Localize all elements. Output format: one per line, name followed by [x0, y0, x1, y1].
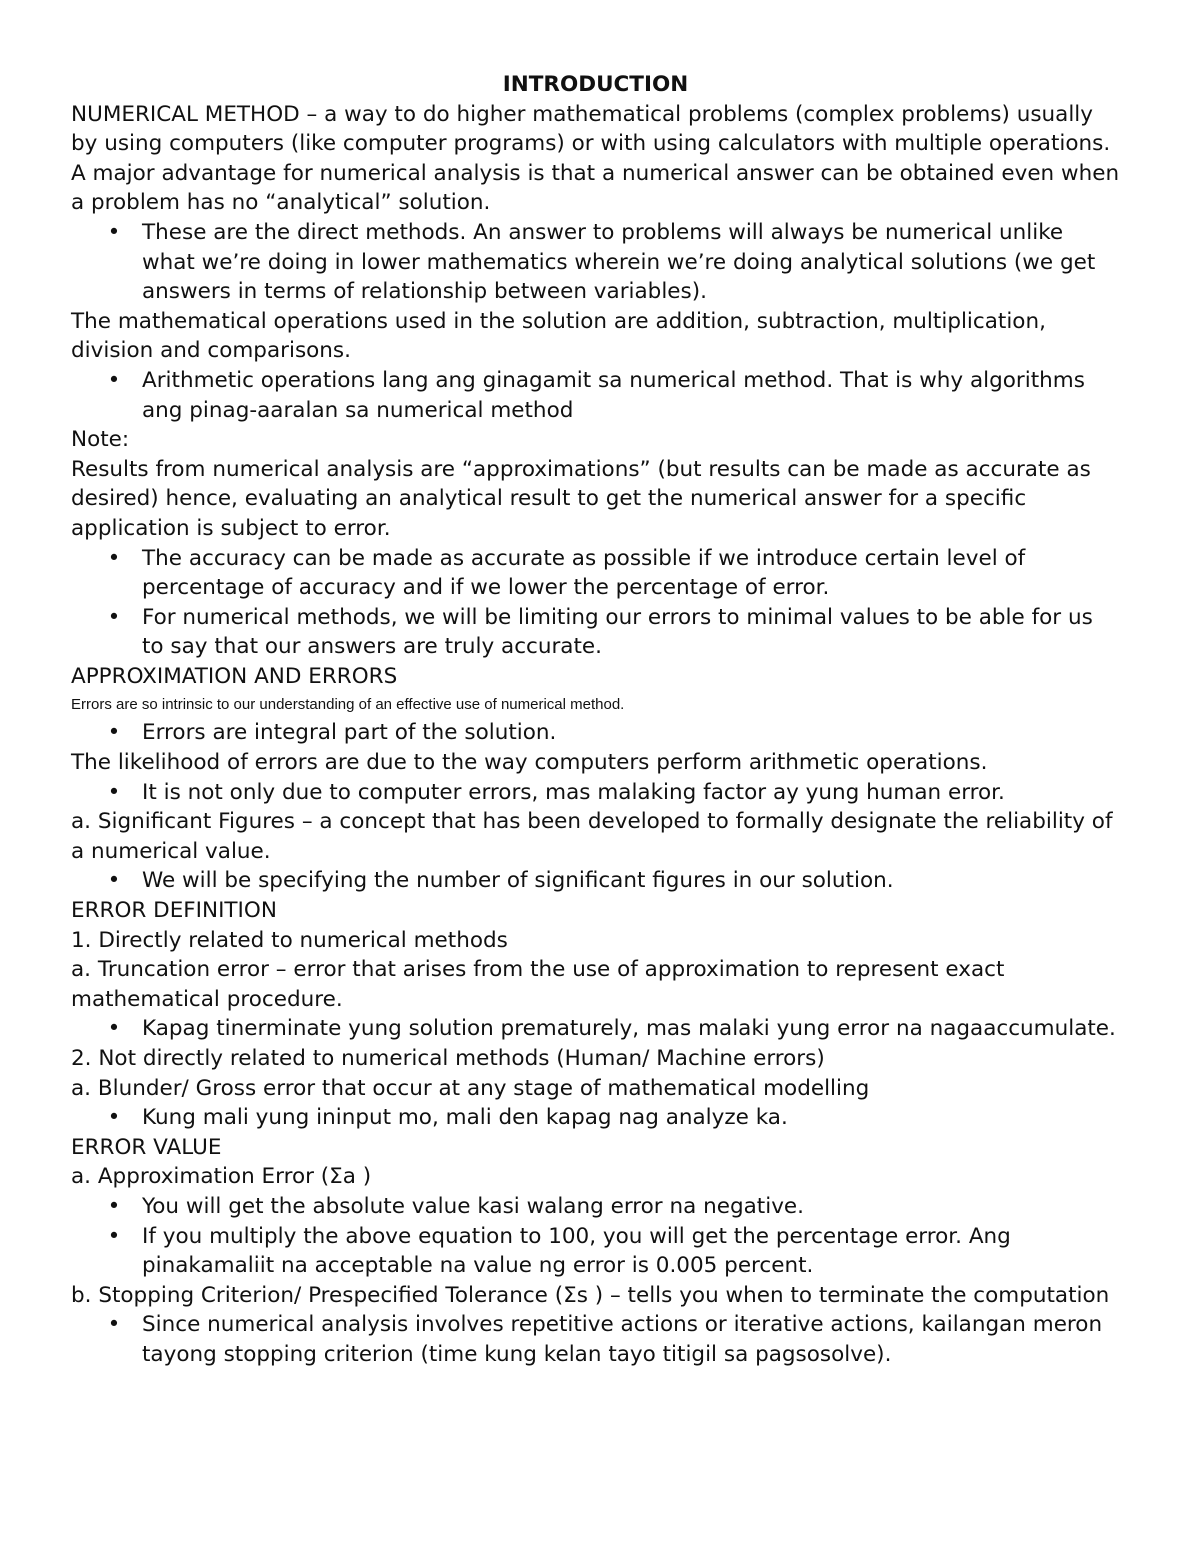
bullet-icon: •: [107, 1312, 121, 1338]
document-title: INTRODUCTION: [502, 72, 689, 97]
bullet-list: [71, 866, 1120, 896]
bullet-list: [71, 544, 1120, 662]
bullet-item: [71, 544, 1120, 603]
bullet-icon: •: [107, 720, 121, 746]
paragraph: APPROXIMATION AND ERRORS: [71, 663, 398, 689]
bullet-icon: •: [107, 545, 121, 571]
paragraph: a. Approximation Error (Σa ): [71, 1164, 372, 1190]
bullet-list: [71, 778, 1120, 808]
bullet-list: [71, 1014, 1120, 1044]
bullet-text: These are the direct methods. An answer to problems will always be numerical unlike what we’re doing in lower mathematics wherein we’re doing analytical solutions (we get answers in terms of relationship between variables).: [142, 219, 1096, 305]
bullet-text: Errors are integral part of the solution.: [142, 720, 557, 746]
document-body: [71, 100, 1120, 1370]
bullet-text: It is not only due to computer errors, mas malaking factor ay yung human error.: [142, 779, 1005, 805]
bullet-list: [71, 1103, 1120, 1133]
paragraph: ERROR DEFINITION: [71, 898, 277, 924]
paragraph: Results from numerical analysis are “approximations” (but results can be made as accurate as desired) hence, evaluating an analytical result to get the numerical answer for a specific application is subject to error.: [71, 456, 1091, 541]
paragraph: 2. Not directly related to numerical methods (Human/ Machine errors): [71, 1046, 825, 1071]
bullet-text: Kung mali yung ininput mo, mali den kapag nag analyze ka.: [142, 1105, 788, 1131]
bullet-text: We will be specifying the number of significant figures in our solution.: [142, 868, 894, 894]
bullet-text: Kapag tinerminate yung solution prematurely, mas malaki yung error na nagaaccumulate.: [142, 1016, 1116, 1042]
bullet-list: [71, 218, 1120, 307]
paragraph: a. Truncation error – error that arises from the use of approximation to represent exact mathematical procedure.: [71, 957, 1005, 1012]
bullet-text: The accuracy can be made as accurate as possible if we introduce certain level of percentage of accuracy and if we lower the percentage of error.: [142, 545, 1026, 601]
bullet-text: Arithmetic operations lang ang ginagamit sa numerical method. That is why algorithms ang pinag-aaralan sa numerical method: [142, 367, 1085, 423]
bullet-icon: •: [107, 1193, 121, 1219]
paragraph: a. Blunder/ Gross error that occur at any stage of mathematical modelling: [71, 1075, 870, 1101]
bullet-item: [71, 1192, 1120, 1222]
paragraph: ERROR VALUE: [71, 1134, 222, 1160]
paragraph: b. Stopping Criterion/ Prespecified Tolerance (Σs ) – tells you when to terminate the computation: [71, 1282, 1110, 1308]
bullet-list: [71, 718, 1120, 748]
bullet-text: If you multiply the above equation to 100, you will get the percentage error. Ang pinakamaliit na acceptable na value ng error is 0.005 percent.: [142, 1223, 1011, 1279]
bullet-item: [71, 366, 1120, 425]
bullet-item: [71, 866, 1120, 896]
bullet-icon: •: [107, 219, 121, 245]
bullet-item: [71, 1222, 1120, 1281]
bullet-icon: •: [107, 1223, 121, 1249]
bullet-list: [71, 1310, 1120, 1369]
bullet-item: [71, 603, 1120, 662]
bullet-list: [71, 366, 1120, 425]
paragraph: Note:: [71, 427, 130, 453]
bullet-icon: •: [107, 779, 121, 805]
bullet-text: You will get the absolute value kasi walang error na negative.: [142, 1193, 804, 1219]
bullet-item: [71, 778, 1120, 808]
paragraph: A major advantage for numerical analysis is that a numerical answer can be obtained even when a problem has no “analytical” solution.: [71, 160, 1120, 216]
paragraph: a. Significant Figures – a concept that has been developed to formally designate the reliability of a numerical value.: [71, 809, 1113, 864]
paragraph: NUMERICAL METHOD – a way to do higher mathematical problems (complex problems) usually by using computers (like computer programs) or with using calculators with multiple operations.: [71, 101, 1111, 157]
bullet-icon: •: [107, 367, 121, 393]
bullet-item: [71, 1310, 1120, 1369]
bullet-icon: •: [107, 1105, 121, 1131]
bullet-icon: •: [107, 604, 121, 630]
bullet-item: [71, 1014, 1120, 1044]
small-note-text: Errors are so intrinsic to our understanding of an effective use of numerical method.: [71, 696, 625, 714]
bullet-text: Since numerical analysis involves repetitive actions or iterative actions, kailangan meron tayong stopping criterion (time kung kelan tayo titigil sa pagsosolve).: [142, 1312, 1103, 1367]
paragraph: The mathematical operations used in the solution are addition, subtraction, multiplication, division and comparisons.: [71, 308, 1046, 364]
bullet-item: [71, 218, 1120, 307]
bullet-icon: •: [107, 1016, 121, 1042]
paragraph: The likelihood of errors are due to the way computers perform arithmetic operations.: [71, 750, 988, 776]
bullet-item: [71, 718, 1120, 748]
bullet-text: For numerical methods, we will be limiting our errors to minimal values to be able for us to say that our answers are truly accurate.: [142, 604, 1093, 660]
bullet-list: [71, 1192, 1120, 1281]
bullet-icon: •: [107, 868, 121, 894]
bullet-item: [71, 1103, 1120, 1133]
paragraph: 1. Directly related to numerical methods: [71, 927, 508, 953]
